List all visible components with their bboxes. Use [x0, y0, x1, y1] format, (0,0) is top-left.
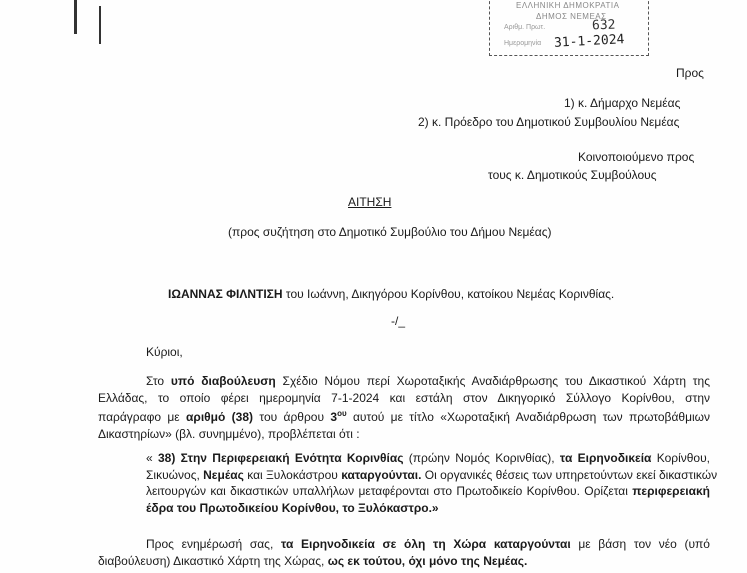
quote-line: Σικυώνος, Νεμέας και Ξυλοκάστρου καταργούνται. Οι οργανικές θέσεις των υπηρετούντων εκεί δικαστικών: [146, 467, 718, 482]
stamp-number-label: Αριθμ. Πρωτ.: [504, 24, 546, 31]
document-title: ΑΙΤΗΣΗ: [348, 195, 392, 209]
scan-mark: [74, 0, 77, 34]
applicant-details: του Ιωάννη, Δικηγόρου Κορίνθου, κατοίκου Νεμέας Κορινθίας.: [282, 287, 615, 301]
quote-line: « 38) Στην Περιφερειακή Ενότητα Κορινθίας (πρώην Νομός Κορινθίας), τα Ειρηνοδικεία Κορίνθου,: [146, 451, 710, 465]
paragraph-line: παράγραφο με αριθμό (38) του άρθρου $3^{o\upsilon}$ αυτού με τίτλο «Χωροταξική Αναδιάρθρωση των πρωτοβάθμιων: [98, 409, 711, 424]
recipient-mayor: 1) κ. Δήμαρχο Νεμέας: [564, 96, 681, 110]
document-subtitle: (προς συζήτηση στο Δημοτικό Συμβούλιο του Δήμου Νεμέας): [228, 225, 552, 239]
stamp-number: 632: [591, 17, 616, 34]
paragraph-line: Προς ενημέρωσή σας, τα Ειρηνοδικεία σε όλη τη Χώρα καταργούνται με βάση τον νέο (υπό: [146, 537, 710, 551]
recipient-council-president: 2) κ. Πρόεδρο του Δημοτικού Συμβουλίου Νεμέας: [418, 115, 680, 129]
applicant-line: [168, 287, 614, 301]
paragraph-line: Στο υπό διαβούλευση Σχέδιο Νόμου περί Χωροταξικής Αναδιάρθρωσης του Δικαστικού Χάρτη της: [146, 374, 711, 388]
quote-line: έδρα του Πρωτοδικείου Κορίνθου, το Ξυλόκαστρο.»: [146, 500, 439, 515]
stamp-line2: ΔΗΜΟΣ ΝΕΜΕΑΣ: [536, 12, 607, 21]
scan-mark: [99, 6, 101, 44]
stamp-line1: ΕΛΛΗΝΙΚΗ ΔΗΜΟΚΡΑΤΙΑ: [516, 1, 620, 10]
stamp-date-label: Ημερομηνία: [504, 40, 542, 47]
cc-label: Κοινοποιούμενο προς: [578, 150, 695, 164]
paragraph-intro: [98, 373, 710, 442]
quote-line: λειτουργών και δικαστικών υπαλλήλων μεταφέρονται στο Πρωτοδικείο Κορίνθου. Ορίζεται περιφερειακή: [146, 484, 710, 498]
registry-stamp: [489, 0, 649, 56]
paragraph-line: διαβούλευση) Δικαστικό Χάρτη της Χώρας, ως εκ τούτου, όχι μόνο της Νεμέας.: [98, 553, 528, 568]
paragraph-line: Δικαστηρίων» (βλ. συνημμένο), προβλέπεται ότι :: [98, 426, 360, 441]
quoted-provision: [146, 450, 718, 516]
paragraph-line: Ελλάδας, το οποίο φέρει ημερομηνία 7-1-2024 και εστάλη στον Δικηγορικό Σύλλογο Κορίνθου, στην: [98, 390, 710, 405]
cc-recipients: τους κ. Δημοτικούς Συμβούλους: [488, 168, 657, 182]
applicant-name: ΙΩΑΝΝΑΣ ΦΙΛΝΤΙΣΗ: [168, 287, 283, 301]
paragraph-info: [98, 536, 710, 569]
greeting: Κύριοι,: [146, 345, 183, 359]
to-label: Προς: [676, 66, 704, 80]
stamp-date: 31-1-2024: [553, 32, 625, 51]
separator: -/_: [391, 314, 406, 328]
